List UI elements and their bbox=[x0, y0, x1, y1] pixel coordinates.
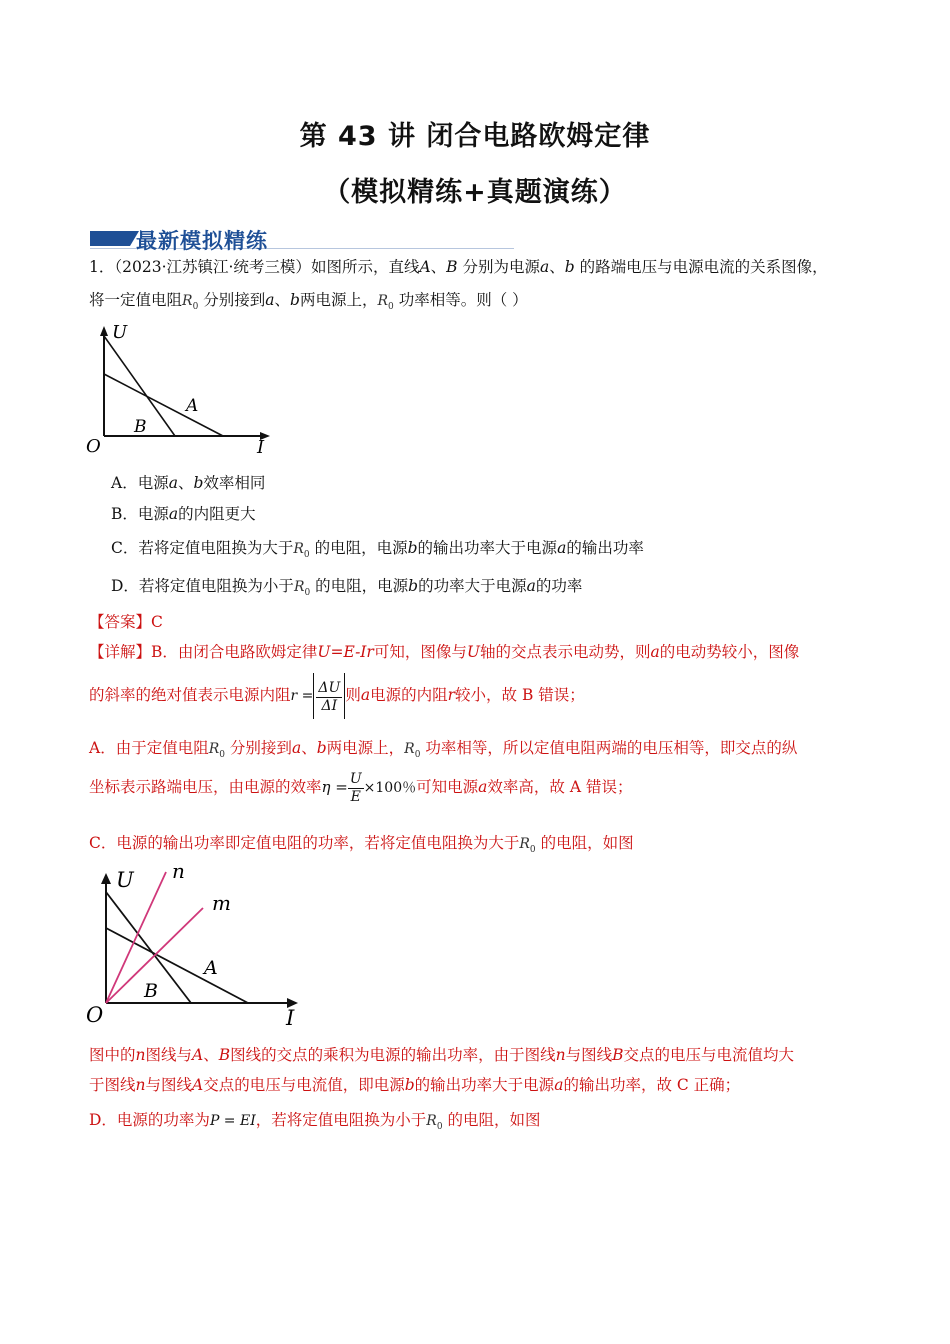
stem-text: 将一定值电阻 bbox=[89, 291, 183, 309]
option-text: B．电源 bbox=[111, 505, 169, 523]
label-b: b bbox=[408, 577, 419, 595]
detail-text: A．由于定值电阻 bbox=[89, 739, 209, 757]
detail-text: ，若将定值电阻换为小于 bbox=[255, 1111, 427, 1129]
label-B: B bbox=[134, 417, 147, 437]
option-text: 的内阻更大 bbox=[178, 505, 256, 523]
sep: 、 bbox=[203, 1046, 219, 1064]
detail-c-line2 bbox=[89, 1045, 794, 1065]
label-a: a bbox=[554, 1076, 564, 1094]
graph-1 bbox=[80, 318, 280, 460]
r0-symbol: $R_0$ bbox=[426, 1113, 443, 1132]
sep: 、 bbox=[301, 739, 317, 757]
detail-text: 较小，故 B 错误； bbox=[455, 686, 585, 704]
section-header bbox=[90, 226, 514, 253]
option-text: 的输出功率 bbox=[566, 539, 644, 557]
detail-text: 则 bbox=[345, 686, 361, 704]
label-a: a bbox=[526, 577, 536, 595]
detail-b-line2 bbox=[89, 672, 585, 719]
r0-symbol: $R_0$ bbox=[182, 293, 199, 312]
option-text: 效率相同 bbox=[203, 474, 266, 492]
detail-a-line1 bbox=[89, 738, 797, 765]
detail-text: 坐标表示路端电压，由电源的效率 bbox=[89, 778, 322, 796]
option-text: 的电阻，电源 bbox=[315, 577, 409, 595]
option-text: 的功率 bbox=[535, 577, 583, 595]
abs-fraction: $\frac{\Delta U}{\Delta I}$ bbox=[313, 673, 345, 719]
detail-text: 于图线 bbox=[89, 1076, 136, 1094]
option-B[interactable] bbox=[111, 504, 256, 524]
label-B: B bbox=[446, 258, 458, 276]
stem-text: 如图所示，直线 bbox=[310, 258, 420, 276]
detail-b-line1 bbox=[89, 642, 799, 662]
label-a: a bbox=[478, 778, 488, 796]
line-A bbox=[104, 374, 223, 436]
label-b: b bbox=[193, 474, 204, 492]
sep: 、 bbox=[549, 258, 565, 276]
detail-text: 的输出功率，故 C 正确； bbox=[563, 1076, 741, 1094]
detail-text: 的电阻，如图 bbox=[540, 834, 634, 852]
section-bar-block bbox=[90, 231, 130, 246]
r0-symbol: $R_0$ bbox=[293, 579, 311, 598]
option-D[interactable] bbox=[111, 576, 582, 603]
label-a: a bbox=[540, 258, 550, 276]
sep: 、 bbox=[430, 258, 447, 276]
option-text: D．若将定值电阻换为小于 bbox=[111, 577, 294, 595]
option-C[interactable] bbox=[111, 538, 644, 565]
label-a: a bbox=[265, 291, 275, 309]
formula: U=E-Ir bbox=[317, 643, 374, 661]
formula-eta: η = bbox=[321, 778, 348, 796]
r0-symbol: $R_0$ bbox=[293, 541, 310, 560]
formula: P = EI bbox=[209, 1113, 256, 1129]
r0-symbol: $R_0$ bbox=[377, 293, 394, 312]
label-U: U bbox=[116, 868, 134, 892]
r0-symbol: $R_0$ bbox=[519, 836, 536, 855]
detail-text: 图线与 bbox=[145, 1046, 193, 1064]
label-U: U bbox=[112, 322, 128, 343]
detail-text: 的输出功率大于电源 bbox=[414, 1076, 555, 1094]
label-A: A bbox=[204, 957, 218, 979]
sep: 、 bbox=[274, 291, 291, 309]
detail-d-line1 bbox=[89, 1110, 541, 1137]
option-A[interactable] bbox=[111, 473, 265, 493]
label-n: n bbox=[135, 1046, 146, 1064]
label-b: b bbox=[404, 1076, 415, 1094]
label-n: n bbox=[555, 1046, 566, 1064]
detail-text: 的电阻，如图 bbox=[447, 1111, 541, 1129]
label-O: O bbox=[86, 1003, 104, 1027]
detail-text: 的斜率的绝对值表示电源内阻 bbox=[89, 686, 291, 704]
detail-text: 交点的电压与电流值，即电源 bbox=[203, 1076, 405, 1094]
label-a: a bbox=[650, 643, 660, 661]
stem-text: 的路端电压与电源电流的关系图像， bbox=[574, 258, 828, 276]
detail-a-line2 bbox=[89, 764, 632, 811]
label-b: b bbox=[316, 739, 327, 757]
question-stem-line1 bbox=[89, 257, 828, 277]
formula-times: ×100％ bbox=[363, 780, 417, 796]
detail-text: 功率相等，所以定值电阻两端的电压相等，即交点的纵 bbox=[425, 739, 798, 757]
detail-text: 图中的 bbox=[89, 1046, 136, 1064]
detail-text: 轴的交点表示电动势，则 bbox=[479, 643, 651, 661]
detail-text: 图线的交点的乘积为电源的输出功率，由于图线 bbox=[230, 1046, 556, 1064]
label-m: m bbox=[212, 891, 231, 915]
stem-text: 两电源上， bbox=[299, 291, 378, 309]
detail-text: 分别接到 bbox=[229, 739, 292, 757]
detail-text: 交点的电压与电流值均大 bbox=[623, 1046, 795, 1064]
detail-c-line1 bbox=[89, 833, 634, 860]
detail-text: 可知，图像与 bbox=[373, 643, 467, 661]
sep: 、 bbox=[177, 474, 194, 492]
label-a: a bbox=[557, 539, 567, 557]
detail-text: 效率高，故 A 错误； bbox=[487, 778, 633, 796]
label-A: A bbox=[419, 258, 431, 276]
question-stem-line2 bbox=[89, 290, 528, 317]
section-label: 最新模拟精练 bbox=[136, 229, 268, 253]
detail-text: C．电源的输出功率即定值电阻的功率，若将定值电阻换为大于 bbox=[89, 834, 520, 852]
option-text: 的功率大于电源 bbox=[418, 577, 527, 595]
r0-symbol: $R_0$ bbox=[208, 741, 225, 760]
label-O: O bbox=[86, 436, 101, 457]
label-b: b bbox=[407, 539, 418, 557]
label-n: n bbox=[135, 1076, 146, 1094]
label-I: I bbox=[257, 437, 265, 458]
option-text: A．电源 bbox=[111, 474, 169, 492]
label-B: B bbox=[218, 1046, 231, 1064]
label-I: I bbox=[286, 1006, 295, 1030]
detail-text: 电源的内阻 bbox=[370, 686, 448, 704]
option-text: 的电阻，电源 bbox=[314, 539, 408, 557]
label-A: A bbox=[186, 396, 199, 416]
detail-label: 【详解】 bbox=[89, 643, 152, 661]
label-a: a bbox=[360, 686, 371, 704]
detail-text: D．电源的功率为 bbox=[89, 1111, 210, 1129]
label-n: n bbox=[172, 859, 185, 883]
detail-text: 与图线 bbox=[565, 1046, 613, 1064]
label-a: a bbox=[168, 505, 179, 523]
label-a: a bbox=[168, 474, 178, 492]
label-b: b bbox=[290, 291, 300, 309]
formula-r: r = bbox=[290, 688, 314, 704]
u-axis-arrow bbox=[100, 326, 108, 336]
label-B: B bbox=[612, 1046, 624, 1064]
page-subtitle: （模拟精练+真题演练） bbox=[323, 177, 627, 208]
detail-text: 与图线 bbox=[145, 1076, 193, 1094]
page-title: 第 43 讲 闭合电路欧姆定律 bbox=[299, 121, 651, 152]
detail-text: 可知电源 bbox=[416, 778, 479, 796]
graph-2 bbox=[80, 858, 320, 1030]
answer: 【答案】C bbox=[89, 613, 163, 631]
label-A: A bbox=[192, 1046, 204, 1064]
label-B: B bbox=[144, 980, 158, 1002]
line-A bbox=[106, 928, 248, 1003]
detail-text: 的电动势较小，图像 bbox=[659, 643, 800, 661]
detail-c-line3 bbox=[89, 1075, 740, 1095]
stem-text: 功率相等。则（ ） bbox=[398, 291, 528, 309]
efficiency-fraction: $\frac{U}{E}$ bbox=[349, 770, 362, 805]
label-b: b bbox=[564, 258, 575, 276]
question-number: 1． bbox=[89, 258, 115, 276]
detail-text: B．由闭合电路欧姆定律 bbox=[151, 643, 318, 661]
stem-text: 分别为电源 bbox=[457, 258, 540, 276]
label-a: a bbox=[291, 739, 302, 757]
label-r: r bbox=[447, 686, 456, 704]
question-source: （2023·江苏镇江·统考三模） bbox=[114, 258, 311, 276]
option-text: 的输出功率大于电源 bbox=[417, 539, 558, 557]
label-U: U bbox=[466, 643, 480, 661]
u-axis-arrow bbox=[101, 873, 111, 884]
option-text: C．若将定值电阻换为大于 bbox=[111, 539, 294, 557]
stem-text: 分别接到 bbox=[203, 291, 266, 309]
label-A: A bbox=[192, 1076, 204, 1094]
detail-text: 两电源上， bbox=[326, 739, 405, 757]
r0-symbol: $R_0$ bbox=[404, 741, 421, 760]
